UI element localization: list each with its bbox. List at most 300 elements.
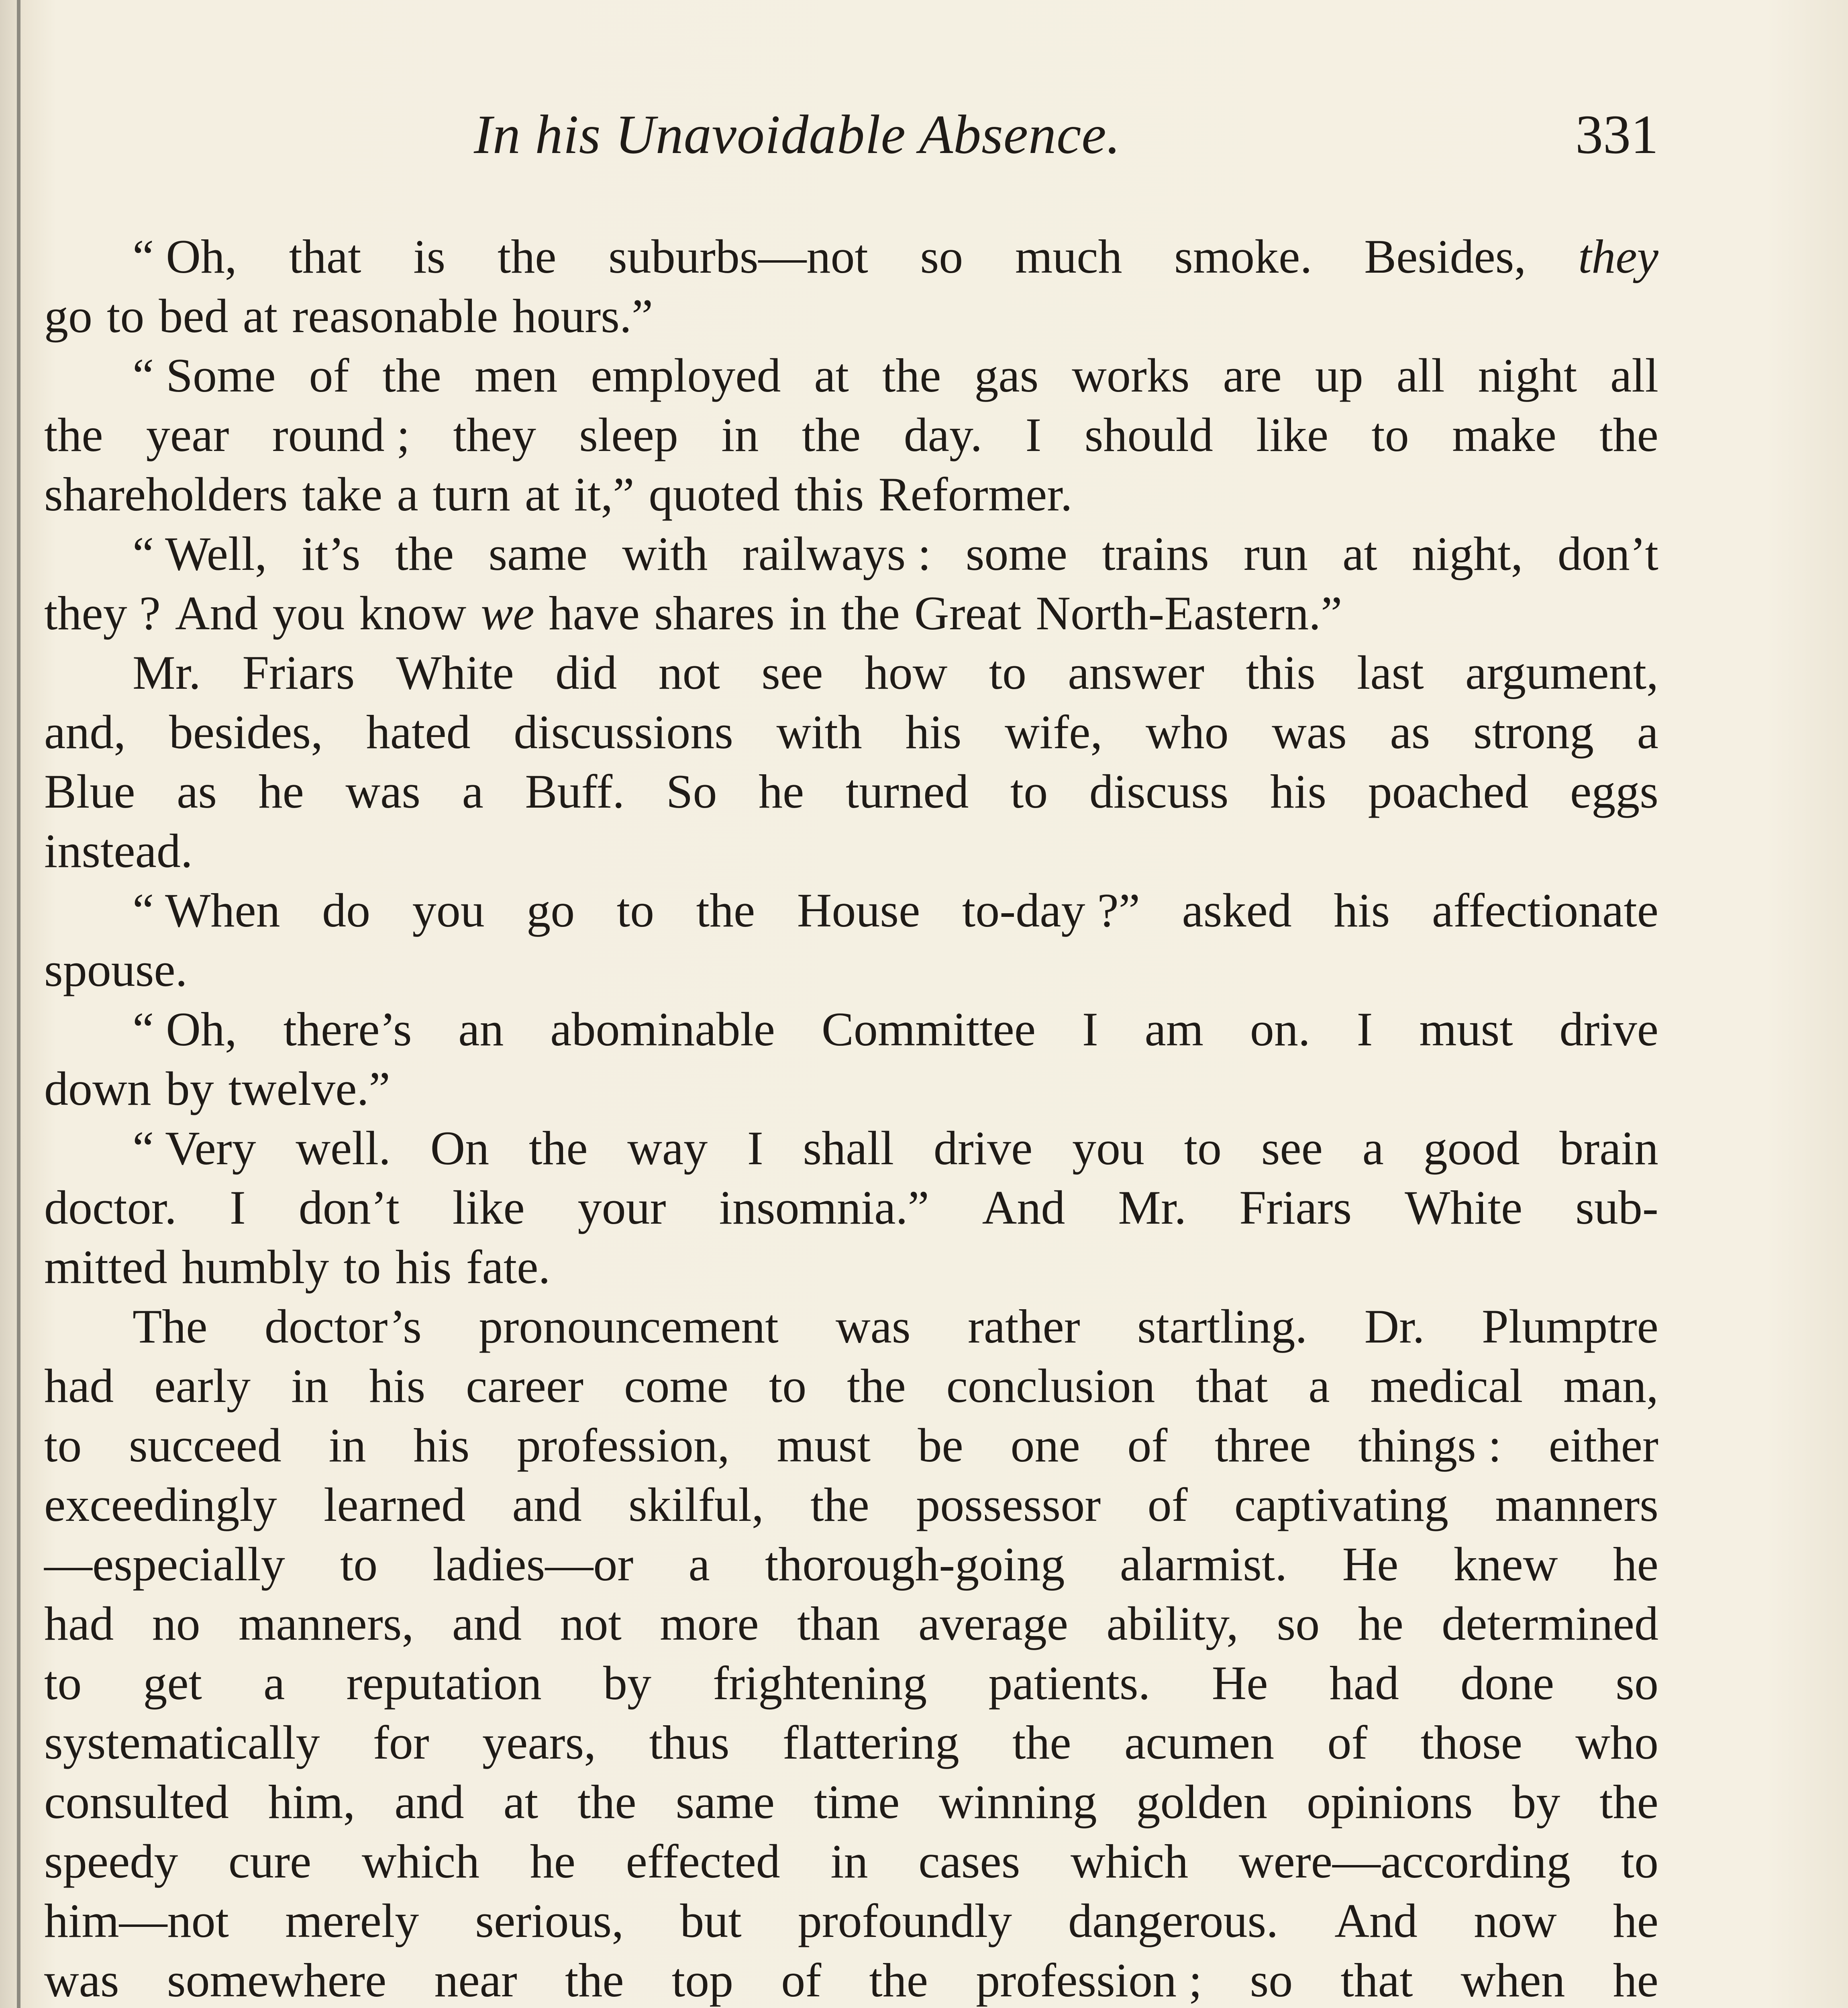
word: to: [989, 646, 1027, 699]
word: railways :: [742, 527, 931, 580]
word: get: [143, 1656, 202, 1710]
word: day.: [904, 408, 983, 461]
word: exceedingly: [44, 1478, 277, 1531]
word: night,: [1411, 527, 1523, 580]
word: quoted: [649, 467, 780, 521]
word: manners,: [238, 1597, 414, 1650]
word: be: [918, 1418, 963, 1472]
word: take: [302, 467, 383, 521]
word: I: [747, 1121, 763, 1175]
word: abominable: [550, 1002, 775, 1056]
word: He: [1212, 1656, 1268, 1710]
word: learned: [324, 1478, 466, 1531]
word: the: [696, 884, 755, 937]
word: North-Eastern.”: [1036, 586, 1342, 640]
word: same: [675, 1775, 775, 1828]
word: merely: [285, 1894, 419, 1947]
word: good: [1423, 1121, 1520, 1175]
word: well.: [296, 1121, 391, 1175]
word: doctor.: [44, 1181, 177, 1234]
word: to-day ?”: [962, 884, 1140, 937]
word: startling.: [1137, 1300, 1307, 1353]
word: him—not: [44, 1894, 229, 1947]
word: The: [133, 1300, 208, 1353]
word: reputation: [346, 1656, 542, 1710]
word: speedy: [44, 1835, 178, 1888]
text-line: [44, 1000, 1658, 1059]
word: a: [1637, 705, 1658, 759]
word: all: [1396, 349, 1445, 402]
word: drive: [933, 1121, 1033, 1175]
text-line: [44, 1356, 1658, 1416]
word: thorough-going: [765, 1537, 1065, 1591]
word: no: [152, 1597, 200, 1650]
word: like: [1256, 408, 1329, 461]
word: sub-: [1575, 1181, 1658, 1234]
word: “ Very: [133, 1121, 256, 1175]
word: he: [1358, 1597, 1403, 1650]
word: spouse.: [44, 943, 188, 996]
word: year: [146, 408, 229, 461]
word: years,: [482, 1716, 596, 1769]
word: patients.: [988, 1656, 1150, 1710]
word: profession ;: [976, 1953, 1202, 2007]
word: his: [413, 1418, 470, 1472]
word: knew: [1453, 1537, 1558, 1591]
word: asked: [1182, 884, 1292, 937]
word: have: [549, 586, 640, 640]
word: winning: [939, 1775, 1097, 1828]
word: a: [397, 467, 418, 521]
word: top: [671, 1953, 734, 2007]
word: —especially: [44, 1537, 285, 1591]
word: instead.: [44, 824, 193, 877]
word: in: [830, 1835, 868, 1888]
word: like: [452, 1181, 525, 1234]
word: the: [577, 1775, 636, 1828]
word: I: [1082, 1002, 1098, 1056]
word: Mr.: [133, 646, 201, 699]
word: the: [841, 586, 900, 640]
word: round ;: [272, 408, 410, 461]
word: make: [1452, 408, 1556, 461]
word: there’s: [283, 1002, 412, 1056]
word: serious,: [475, 1894, 624, 1947]
word: ability,: [1106, 1597, 1239, 1650]
body-text: [44, 227, 1658, 2008]
word: go: [44, 289, 92, 343]
word: as: [177, 765, 217, 818]
word: when: [1460, 1953, 1565, 2007]
word: his: [1334, 884, 1390, 937]
word: they ?: [44, 586, 161, 640]
word: at: [243, 289, 278, 343]
word: fate.: [466, 1240, 551, 1294]
word: to: [769, 1359, 807, 1412]
word: “ Oh,: [133, 1002, 237, 1056]
word: that: [289, 230, 361, 283]
text-line: [44, 1653, 1658, 1713]
word: acumen: [1124, 1716, 1275, 1769]
text-line: [44, 643, 1658, 702]
text-line: [44, 405, 1658, 465]
word: manners: [1495, 1478, 1658, 1531]
word: to: [1010, 765, 1048, 818]
word: eggs: [1570, 765, 1658, 818]
word: that: [1195, 1359, 1268, 1412]
word: So: [666, 765, 717, 818]
text-line: [44, 1772, 1658, 1832]
word: sleep: [579, 408, 678, 461]
word: he: [530, 1835, 575, 1888]
word: shares: [654, 586, 775, 640]
word: On: [430, 1121, 490, 1175]
text-line: [44, 1535, 1658, 1594]
word: of: [1127, 1418, 1168, 1472]
word: answer: [1068, 646, 1205, 699]
binding-gutter: [17, 0, 20, 2008]
word: bed: [159, 289, 228, 343]
word: to: [1371, 408, 1409, 461]
word: And: [982, 1181, 1065, 1234]
word: determined: [1442, 1597, 1658, 1650]
word: possessor: [916, 1478, 1101, 1531]
text-line: [44, 1059, 1658, 1118]
word: you: [412, 884, 485, 937]
word: so: [1277, 1597, 1320, 1650]
word: “ When: [133, 884, 280, 937]
word: in: [328, 1418, 366, 1472]
word: the: [565, 1953, 624, 2007]
word: we: [481, 586, 534, 640]
word: of: [1327, 1716, 1368, 1769]
word: employed: [591, 349, 781, 402]
word: a: [1308, 1359, 1330, 1412]
word: to: [107, 289, 145, 343]
word: hated: [366, 705, 471, 759]
text-line: [44, 1118, 1658, 1178]
word: but: [680, 1894, 742, 1947]
word: by: [603, 1656, 651, 1710]
word: must: [777, 1418, 871, 1472]
word: than: [797, 1597, 880, 1650]
word: up: [1315, 349, 1363, 402]
word: more: [660, 1597, 759, 1650]
word: know: [359, 586, 467, 640]
word: you: [272, 586, 345, 640]
word: was: [1272, 705, 1347, 759]
word: early: [154, 1359, 251, 1412]
word: drive: [1559, 1002, 1658, 1056]
word: who: [1145, 705, 1229, 759]
word: man,: [1563, 1359, 1658, 1412]
text-line: [44, 465, 1658, 524]
word: had: [44, 1597, 114, 1650]
word: rather: [967, 1300, 1080, 1353]
word: Dr.: [1364, 1300, 1425, 1353]
word: the: [1012, 1716, 1071, 1769]
word: medical: [1370, 1359, 1523, 1412]
word: to: [44, 1656, 82, 1710]
word: “ Some: [133, 349, 276, 402]
word: twelve.”: [228, 1062, 390, 1115]
text-line: [44, 702, 1658, 762]
word: ladies—or: [432, 1537, 634, 1591]
word: so: [1250, 1953, 1293, 2007]
word: captivating: [1234, 1478, 1449, 1531]
word: insomnia.”: [719, 1181, 929, 1234]
word: succeed: [129, 1418, 281, 1472]
word: Besides,: [1364, 230, 1526, 283]
word: I: [1025, 408, 1042, 461]
word: alarmist.: [1120, 1537, 1287, 1591]
word: the: [847, 1359, 906, 1412]
word: poached: [1368, 765, 1529, 818]
word: at: [814, 349, 849, 402]
word: near: [434, 1953, 517, 2007]
word: Reformer.: [878, 467, 1073, 521]
word: the: [810, 1478, 869, 1531]
word: an: [458, 1002, 504, 1056]
word: besides,: [169, 705, 323, 759]
text-line: [44, 940, 1658, 1000]
word: this: [1246, 646, 1316, 699]
word: White: [1405, 1181, 1523, 1234]
word: dangerous.: [1068, 1894, 1279, 1947]
word: consulted: [44, 1775, 229, 1828]
word: golden: [1136, 1775, 1268, 1828]
word: mitted: [44, 1240, 167, 1294]
word: average: [918, 1597, 1068, 1650]
running-title: In his Unavoidable Absence.: [474, 104, 1121, 165]
word: skilful,: [628, 1478, 764, 1531]
word: discussions: [514, 705, 733, 759]
word: time: [814, 1775, 900, 1828]
word: “ Well,: [133, 527, 267, 580]
word: profession,: [516, 1418, 730, 1472]
word: by: [1512, 1775, 1560, 1828]
word: was: [345, 765, 421, 818]
word: Committee: [821, 1002, 1036, 1056]
word: by: [165, 1062, 214, 1115]
word: which: [1070, 1835, 1189, 1888]
word: do: [322, 884, 371, 937]
word: had: [1329, 1656, 1399, 1710]
text-line: [44, 1297, 1658, 1356]
word: the: [382, 349, 441, 402]
word: gas: [974, 349, 1039, 402]
text-line: [44, 1891, 1658, 1951]
word: strong: [1473, 705, 1594, 759]
word: brain: [1559, 1121, 1658, 1175]
word: of: [781, 1953, 822, 2007]
word: works: [1072, 349, 1190, 402]
word: suburbs—not: [608, 230, 868, 283]
word: as: [1390, 705, 1430, 759]
word: which: [361, 1835, 480, 1888]
word: this: [794, 467, 864, 521]
word: and: [452, 1597, 522, 1650]
word: flattering: [782, 1716, 959, 1769]
word: profoundly: [798, 1894, 1012, 1947]
word: White: [396, 646, 514, 699]
word: did: [555, 646, 617, 699]
word: so: [920, 230, 963, 283]
word: “ Oh,: [133, 230, 237, 283]
word: to: [1184, 1121, 1222, 1175]
word: at: [1342, 527, 1377, 580]
word: last: [1357, 646, 1424, 699]
word: come: [624, 1359, 728, 1412]
word: that: [1340, 1953, 1413, 2007]
word: is: [413, 230, 446, 283]
text-line: [44, 286, 1658, 346]
word: was: [836, 1300, 911, 1353]
word: to: [343, 1240, 381, 1294]
word: so: [1615, 1656, 1658, 1710]
word: your: [577, 1181, 666, 1234]
word: his: [905, 705, 962, 759]
text-line: [44, 584, 1658, 643]
text-line: [44, 762, 1658, 821]
word: I: [229, 1181, 246, 1234]
word: conclusion: [946, 1359, 1155, 1412]
word: House: [797, 884, 920, 937]
text-line: [44, 821, 1658, 881]
word: he: [258, 765, 304, 818]
text-line: [44, 1416, 1658, 1475]
word: are: [1223, 349, 1282, 402]
word: you: [1072, 1121, 1145, 1175]
word: with: [622, 527, 708, 580]
word: Blue: [44, 765, 135, 818]
word: to: [616, 884, 655, 937]
word: how: [864, 646, 948, 699]
word: career: [466, 1359, 584, 1412]
word: trains: [1102, 527, 1209, 580]
word: much: [1015, 230, 1122, 283]
page-header: [44, 102, 1658, 183]
word: him,: [268, 1775, 355, 1828]
word: either: [1548, 1418, 1658, 1472]
word: to: [1621, 1835, 1658, 1888]
text-line: [44, 1237, 1658, 1297]
word: go: [526, 884, 575, 937]
word: the: [1599, 408, 1658, 461]
word: all: [1610, 349, 1658, 402]
word: somewhere: [167, 1953, 387, 2007]
word: his: [1270, 765, 1327, 818]
word: one: [1010, 1418, 1080, 1472]
word: Mr.: [1118, 1181, 1187, 1234]
word: should: [1084, 408, 1213, 461]
word: argument,: [1465, 646, 1658, 699]
word: thus: [649, 1716, 730, 1769]
word: Friars: [1239, 1181, 1352, 1234]
word: a: [263, 1656, 285, 1710]
text-line: [44, 1178, 1658, 1237]
word: cure: [228, 1835, 312, 1888]
word: he: [1613, 1894, 1658, 1947]
word: in: [291, 1359, 329, 1412]
word: and,: [44, 705, 126, 759]
word: Great: [914, 586, 1022, 640]
word: not: [560, 1597, 622, 1650]
word: to: [340, 1537, 378, 1591]
word: systematically: [44, 1716, 320, 1769]
page-number: 331: [1575, 104, 1658, 165]
word: see: [1261, 1121, 1323, 1175]
word: not: [658, 646, 720, 699]
word: was: [44, 1953, 119, 2007]
word: he: [759, 765, 804, 818]
word: the: [528, 1121, 588, 1175]
word: doctor’s: [264, 1300, 422, 1353]
word: it’s: [301, 527, 361, 580]
word: and: [394, 1775, 464, 1828]
word: must: [1419, 1002, 1513, 1056]
word: the: [802, 408, 861, 461]
word: the: [395, 527, 454, 580]
word: shareholders: [44, 467, 288, 521]
word: the: [44, 408, 103, 461]
word: Buff.: [525, 765, 625, 818]
text-line: [44, 1832, 1658, 1891]
text-line: [44, 1713, 1658, 1772]
word: And: [175, 586, 258, 640]
word: humbly: [182, 1240, 329, 1294]
text-line: [44, 1475, 1658, 1535]
word: turn: [432, 467, 510, 521]
word: his: [369, 1359, 426, 1412]
word: hours.”: [512, 289, 653, 343]
word: frightening: [713, 1656, 927, 1710]
text-line: [44, 346, 1658, 405]
word: with: [776, 705, 862, 759]
word: on.: [1250, 1002, 1310, 1056]
word: Plumptre: [1481, 1300, 1658, 1353]
word: Friars: [242, 646, 355, 699]
word: were—according: [1238, 1835, 1571, 1888]
word: now: [1473, 1894, 1557, 1947]
word: in: [721, 408, 759, 461]
word: the: [497, 230, 557, 283]
word: a: [462, 765, 483, 818]
word: I: [1356, 1002, 1373, 1056]
text-line: [44, 1951, 1658, 2008]
word: the: [1599, 1775, 1658, 1828]
word: don’t: [1557, 527, 1658, 580]
word: a: [688, 1537, 710, 1591]
word: same: [488, 527, 588, 580]
word: a: [1362, 1121, 1384, 1175]
word: to: [44, 1418, 82, 1472]
word: the: [869, 1953, 928, 2007]
word: wife,: [1005, 705, 1103, 759]
word: in: [789, 586, 827, 640]
text-line: [44, 881, 1658, 940]
word: don’t: [298, 1181, 400, 1234]
word: men: [474, 349, 558, 402]
word: smoke.: [1174, 230, 1312, 283]
word: done: [1460, 1656, 1554, 1710]
word: way: [627, 1121, 708, 1175]
word: at: [503, 1775, 538, 1828]
word: and: [512, 1478, 582, 1531]
word: turned: [845, 765, 969, 818]
word: three: [1214, 1418, 1311, 1472]
word: some: [965, 527, 1068, 580]
